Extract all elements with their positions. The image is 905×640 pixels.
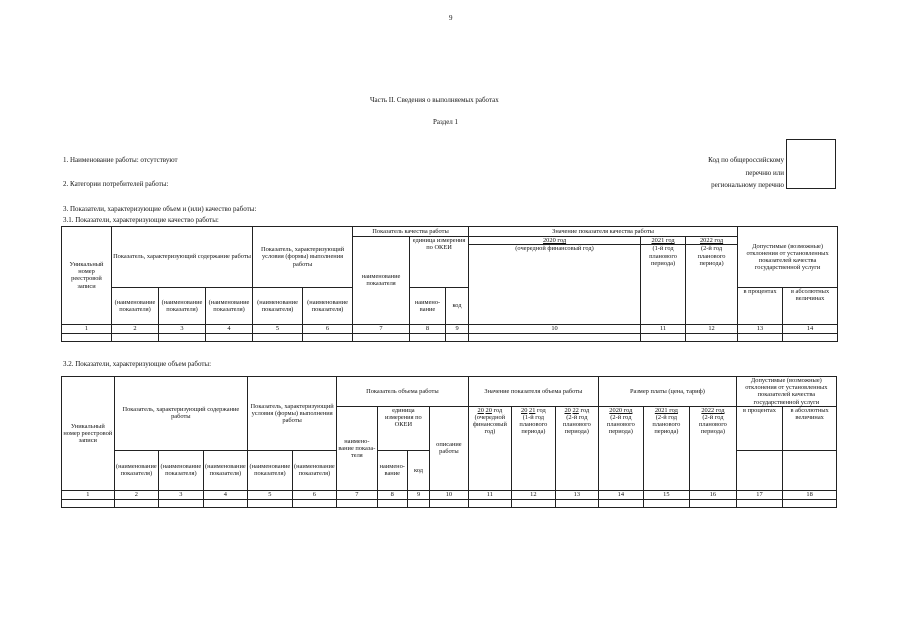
registry-code-box xyxy=(786,139,836,189)
t2-v1s: (очередной финансовый год) xyxy=(472,414,507,436)
t2-value-year2 xyxy=(512,406,555,490)
t2-value-header: Значение показателя объема работы xyxy=(468,377,598,407)
t1-col-number: 3 xyxy=(159,324,206,333)
t2-empty-cell xyxy=(248,499,293,507)
t2-v3b: 22 xyxy=(572,406,579,414)
t1-col-number: 2 xyxy=(112,324,159,333)
t1-col-number: 14 xyxy=(783,324,838,333)
t1-col-number: 5 xyxy=(253,324,303,333)
t2-empty-cell xyxy=(468,499,511,507)
t2-value-year3 xyxy=(555,406,599,490)
t2-v2c: год xyxy=(537,406,546,414)
t2-col-number: 18 xyxy=(783,490,837,499)
t2-f3: 2022 год xyxy=(701,406,725,414)
t1-col-number: 13 xyxy=(738,324,783,333)
t1-empty-cell xyxy=(112,333,159,341)
t1-col-number: 12 xyxy=(686,324,738,333)
t2-deviation-header: Допустимые (возможные) отклонения от установленных показателей качества государственной услуги xyxy=(736,377,836,407)
t1-empty-cell xyxy=(410,333,446,341)
t2-col-number: 15 xyxy=(643,490,690,499)
t2-sub-name: (наименование показателя) xyxy=(114,450,159,490)
t1-year2-sub: (1-й год планового периода) xyxy=(641,245,686,324)
t1-conditions-header: Показатель, характеризующий условия (формы) выполнения работы xyxy=(253,227,353,288)
t2-empty-cell xyxy=(114,499,159,507)
t2-conditions-header: Показатель, характеризующий условия (формы) выполнения работы xyxy=(248,377,337,451)
t2-empty-cell xyxy=(643,499,690,507)
t2-f2s: (2-й год планового периода) xyxy=(652,414,681,436)
t1-sub-name: (наименование показателя) xyxy=(303,288,353,325)
t2-empty-cell xyxy=(783,499,837,507)
t2-sub-name: (наименование показателя) xyxy=(159,450,204,490)
t1-year2: 2021 год xyxy=(641,237,686,245)
t1-empty-cell xyxy=(783,333,838,341)
t2-dev-percent-blank xyxy=(736,450,783,490)
t2-col-number: 8 xyxy=(377,490,407,499)
t2-v1a: 20 xyxy=(477,406,484,414)
quality-table xyxy=(61,226,838,342)
t1-empty-cell xyxy=(303,333,353,341)
t2-volume-header: Показатель объема работы xyxy=(337,377,469,407)
t1-unit-header: единица измерения по ОКЕИ xyxy=(410,237,469,288)
t2-v3a: 20 xyxy=(564,406,571,414)
t2-sub-name: (наименование показателя) xyxy=(292,450,337,490)
code-label-line2: перечню или xyxy=(745,169,784,177)
t1-empty-cell xyxy=(62,333,112,341)
t2-description: описание работы xyxy=(430,406,468,490)
t2-v3s: (2-й год планового периода) xyxy=(562,414,591,436)
t2-col-number: 2 xyxy=(114,490,159,499)
t2-empty-cell xyxy=(377,499,407,507)
t2-fee-year1 xyxy=(599,406,644,490)
t2-empty-cell xyxy=(159,499,204,507)
t1-col-number: 11 xyxy=(641,324,686,333)
t2-col-number: 12 xyxy=(512,490,555,499)
t1-col-number: 8 xyxy=(410,324,446,333)
t2-dev-absolute: в абсолютных величинах xyxy=(783,406,837,450)
page-number: 9 xyxy=(449,14,453,22)
t2-empty-cell xyxy=(512,499,555,507)
t2-content-header: Показатель, характеризующий содержание работы xyxy=(114,377,248,451)
t2-unit-code: код xyxy=(407,450,429,490)
t2-f1: 2020 год xyxy=(609,406,633,414)
t2-fee-year2 xyxy=(643,406,690,490)
t1-sub-name: (наименование показателя) xyxy=(112,288,159,325)
t2-col-number: 9 xyxy=(407,490,429,499)
t2-unit-name: наимено-вание xyxy=(377,450,407,490)
t1-sub-name: (наименование показателя) xyxy=(159,288,206,325)
t1-dev-absolute: в абсолютных величинах xyxy=(783,288,838,325)
t1-empty-cell xyxy=(253,333,303,341)
t2-f3s: (2-й год планового периода) xyxy=(698,414,727,436)
t2-indicator-name: наимено-вание показа-теля xyxy=(337,406,377,490)
t1-unique-header: Уникальный номер реестровой записи xyxy=(62,227,112,325)
t1-col-number: 6 xyxy=(303,324,353,333)
item-volume: 3.2. Показатели, характеризующие объем работы: xyxy=(63,360,212,368)
volume-table xyxy=(61,376,837,508)
t1-empty-cell xyxy=(206,333,253,341)
t2-col-number: 16 xyxy=(690,490,737,499)
t1-unit-name: наимено-вание xyxy=(410,288,446,325)
t2-col-number: 11 xyxy=(468,490,511,499)
t1-empty-cell xyxy=(686,333,738,341)
t1-year3: 2022 год xyxy=(686,237,738,245)
t2-f1s: (2-й год планового периода) xyxy=(606,414,635,436)
t2-col-number: 7 xyxy=(337,490,377,499)
t2-v3c: год xyxy=(580,406,590,414)
t2-col-number: 13 xyxy=(555,490,599,499)
t2-sub-name: (наименование показателя) xyxy=(248,450,293,490)
code-label-line3: региональному перечню xyxy=(711,181,784,189)
t2-sub-name: (наименование показателя) xyxy=(203,450,248,490)
t1-empty-cell xyxy=(353,333,410,341)
t2-col-number: 14 xyxy=(599,490,644,499)
t2-dev-percent: в процентах xyxy=(736,406,783,450)
item-indicators: 3. Показатели, характеризующие объем и (или) качество работы: xyxy=(63,205,257,213)
t1-col-number: 9 xyxy=(446,324,469,333)
t1-col-number: 4 xyxy=(206,324,253,333)
t2-empty-cell xyxy=(292,499,337,507)
t2-col-number: 3 xyxy=(159,490,204,499)
t1-sub-name: (наименование показателя) xyxy=(206,288,253,325)
t1-year3-sub: (2-й год планового периода) xyxy=(686,245,738,324)
t2-col-number: 17 xyxy=(736,490,783,499)
t2-unit-header: единица измерения по ОКЕИ xyxy=(377,406,430,450)
t2-empty-cell xyxy=(430,499,468,507)
section-title: Раздел 1 xyxy=(433,118,459,126)
t2-unique-header: Уникальный номер реестровой записи xyxy=(62,377,115,491)
t2-empty-cell xyxy=(690,499,737,507)
t2-col-number: 1 xyxy=(62,490,115,499)
t1-empty-cell xyxy=(738,333,783,341)
t2-empty-cell xyxy=(736,499,783,507)
t1-year1: 2020 год xyxy=(469,237,641,245)
t2-empty-cell xyxy=(337,499,377,507)
t2-v2b: 21 xyxy=(529,406,536,414)
t2-fee-year3 xyxy=(690,406,737,490)
t1-empty-cell xyxy=(446,333,469,341)
t2-col-number: 10 xyxy=(430,490,468,499)
t1-indicator-name: наименование показателя xyxy=(353,237,410,325)
t2-empty-cell xyxy=(599,499,644,507)
code-label-line1: Код по общероссийскому xyxy=(708,156,784,164)
t2-value-year1 xyxy=(468,406,511,490)
item-quality: 3.1. Показатели, характеризующие качество работы: xyxy=(63,216,219,224)
t1-content-header: Показатель, характеризующий содержание работы xyxy=(112,227,253,288)
t1-deviation-header: Допустимые (возможные) отклонения от установленных показателей качества государственной услуги xyxy=(738,227,838,288)
t2-v1c: год xyxy=(493,406,503,414)
t1-dev-percent: в процентах xyxy=(738,288,783,325)
t1-empty-cell xyxy=(159,333,206,341)
t1-value-header: Значение показателя качества работы xyxy=(469,227,738,237)
t2-empty-cell xyxy=(407,499,429,507)
t2-empty-cell xyxy=(203,499,248,507)
part-title: Часть II. Сведения о выполняемых работах xyxy=(370,96,499,104)
t2-col-number: 4 xyxy=(203,490,248,499)
item-work-name: 1. Наименование работы: отсутствуют xyxy=(63,156,178,164)
t1-year1-sub: (очередной финансовый год) xyxy=(469,245,641,324)
t2-f2: 2021 год xyxy=(654,406,678,414)
t2-empty-cell xyxy=(62,499,115,507)
t1-unit-code: код xyxy=(446,288,469,325)
t2-v2a: 20 xyxy=(521,406,528,414)
t2-v1b: 20 xyxy=(485,406,492,414)
item-consumers: 2. Категории потребителей работы: xyxy=(63,180,169,188)
t2-v2s: (1-й год планового периода) xyxy=(519,414,548,436)
t2-dev-absolute-blank xyxy=(783,450,837,490)
t1-col-number: 1 xyxy=(62,324,112,333)
t1-empty-cell xyxy=(641,333,686,341)
t1-sub-name: (наименование показателя) xyxy=(253,288,303,325)
t2-empty-cell xyxy=(555,499,599,507)
t1-empty-cell xyxy=(469,333,641,341)
t1-col-number: 10 xyxy=(469,324,641,333)
t1-quality-header: Показатель качества работы xyxy=(353,227,469,237)
t2-col-number: 5 xyxy=(248,490,293,499)
t2-col-number: 6 xyxy=(292,490,337,499)
t2-fee-header: Размер платы (цена, тариф) xyxy=(599,377,737,407)
t1-col-number: 7 xyxy=(353,324,410,333)
